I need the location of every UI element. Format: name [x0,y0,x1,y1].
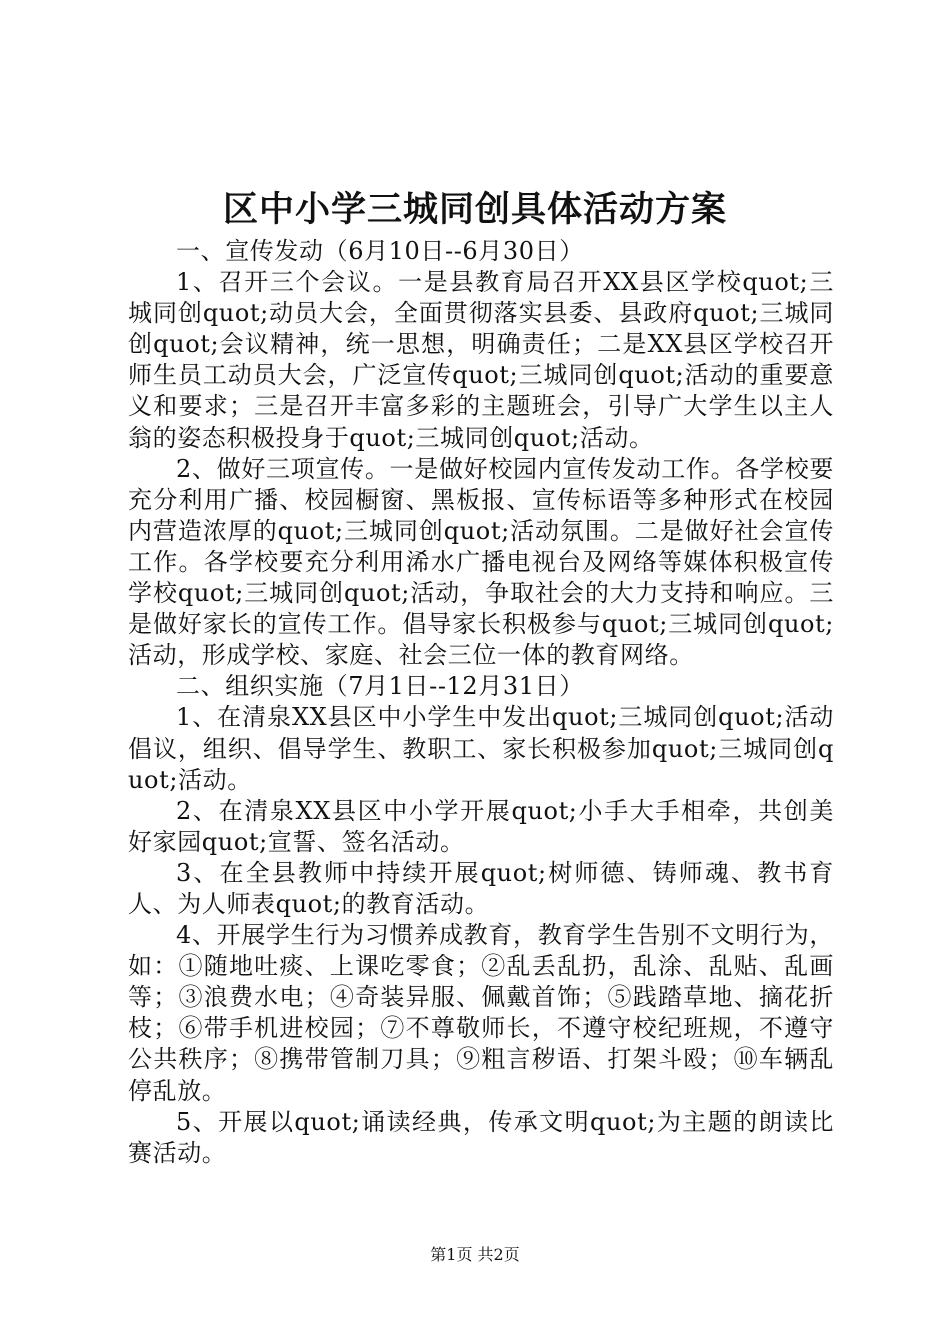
paragraph-reading-contest: 5、开展以quot;诵读经典，传承文明quot;为主题的朗读比赛活动。 [128,1107,834,1167]
paragraph-initiative: 1、在清泉XX县区中小学生中发出quot;三城同创quot;活动倡议，组织、倡导学生、教职工、家长积极参加quot;三城同创quot;活动。 [128,703,834,794]
section-heading-publicity: 一、宣传发动（6月10日--6月30日） [176,237,584,265]
document-title: 区中小学三城同创具体活动方案 [222,189,727,230]
paragraph-pledge: 2、在清泉XX县区中小学开展quot;小手大手相牵，共创美好家园quot;宣誓、签名活动。 [128,796,834,856]
paragraph-teacher-ethics: 3、在全县教师中持续开展quot;树师德、铸师魂、教书育人、为人师表quot;的教育活动。 [128,858,834,918]
paragraph-publicity: 2、做好三项宣传。一是做好校园内宣传发动工作。各学校要充分利用广播、校园橱窗、黑板报、宣传标语等多种形式在校园内营造浓厚的quot;三城同创quot;活动氛围。二是做好社会宣传工作。各学校要充分利用浠水广播电视台及网络等媒体积极宣传学校quot;三城同创quot;活动，争取社会的大力支持和响应。三是做好家长的宣传工作。倡导家长积极参与quot;三城同创quot;活动，形成学校、家庭、社会三位一体的教育网络。 [128,454,834,670]
document-body [128,236,834,1169]
page-footer: 第1页 共2页 [430,1245,520,1264]
paragraph-meetings: 1、召开三个会议。一是县教育局召开XX县区学校quot;三城同创quot;动员大会，全面贯彻落实县委、县政府quot;三城同创quot;会议精神，统一思想，明确责任；二是XX县区学校召开师生员工动员大会，广泛宣传quot;三城同创quot;活动的重要意义和要求；三是召开丰富多彩的主题班会，引导广大学生以主人翁的姿态积极投身于quot;三城同创quot;活动。 [128,268,834,452]
section-heading-implementation: 二、组织实施（7月1日--12月31日） [176,672,584,701]
paragraph-behavior: 4、开展学生行为习惯养成教育，教育学生告别不文明行为，如：①随地吐痰、上课吃零食；②乱丢乱扔，乱涂、乱贴、乱画等；③浪费水电；④奇装异服、佩戴首饰；⑤践踏草地、摘花折枝；⑥带手机进校园；⑦不尊敬师长，不遵守校纪班规，不遵守公共秩序；⑧携带管制刀具；⑨粗言秽语、打架斗殴；⑩车辆乱停乱放。 [128,921,834,1105]
